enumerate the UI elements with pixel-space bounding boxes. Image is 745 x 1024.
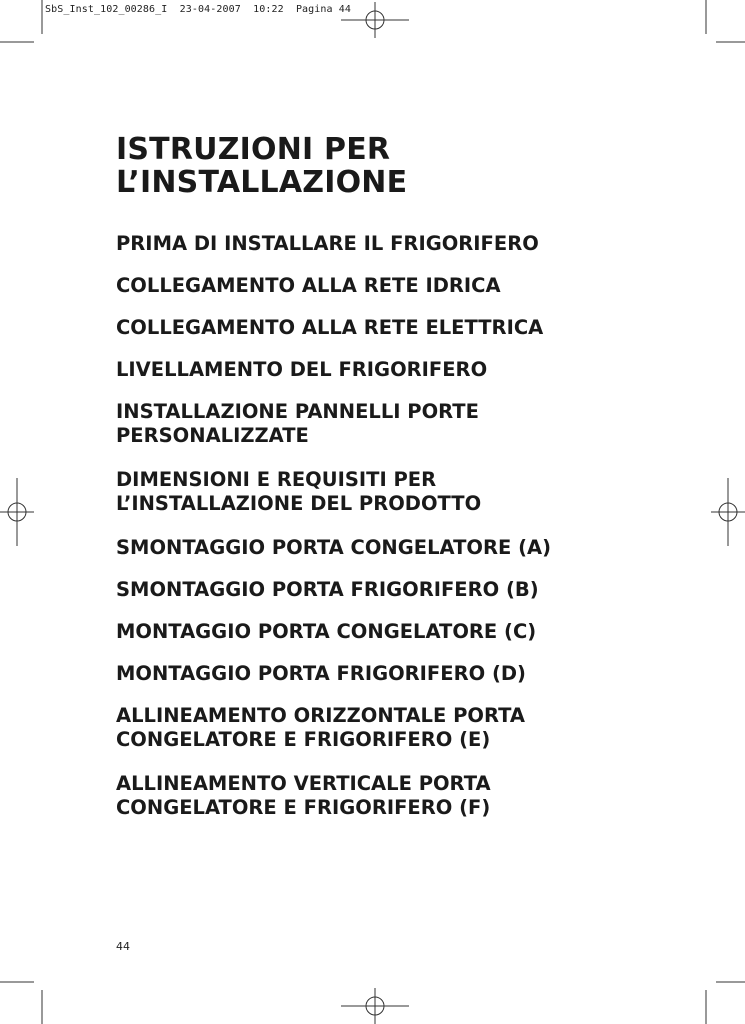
- page-title: [116, 133, 676, 199]
- toc-item: MONTAGGIO PORTA FRIGORIFERO (D): [116, 662, 526, 685]
- toc-item: MONTAGGIO PORTA CONGELATORE (C): [116, 620, 537, 643]
- toc-item: COLLEGAMENTO ALLA RETE ELETTRICA: [116, 316, 544, 339]
- toc-item: SMONTAGGIO PORTA FRIGORIFERO (B): [116, 578, 539, 601]
- registration-mark-left: [0, 478, 34, 546]
- toc-item: SMONTAGGIO PORTA CONGELATORE (A): [116, 536, 551, 559]
- registration-mark-bottom: [341, 988, 409, 1024]
- toc-item: COLLEGAMENTO ALLA RETE IDRICA: [116, 274, 501, 297]
- toc-item: ALLINEAMENTO ORIZZONTALE PORTA CONGELATORE E FRIGORIFERO (E): [116, 704, 525, 751]
- registration-mark-top: [341, 2, 409, 38]
- table-of-contents: [116, 232, 676, 820]
- toc-item: LIVELLAMENTO DEL FRIGORIFERO: [116, 358, 488, 381]
- registration-mark-right: [711, 478, 745, 546]
- page-title-line-1: ISTRUZIONI PER: [116, 132, 391, 167]
- toc-item: INSTALLAZIONE PANNELLI PORTE PERSONALIZZATE: [116, 400, 479, 447]
- toc-item: DIMENSIONI E REQUISITI PER L’INSTALLAZIONE DEL PRODOTTO: [116, 468, 482, 515]
- toc-item: PRIMA DI INSTALLARE IL FRIGORIFERO: [116, 232, 539, 255]
- page-number: 44: [116, 940, 130, 953]
- toc-item: ALLINEAMENTO VERTICALE PORTA CONGELATORE E FRIGORIFERO (F): [116, 772, 491, 819]
- print-slug: SbS_Inst_102_00286_I 23-04-2007 10:22 Pagina 44: [45, 4, 352, 15]
- page-title-line-2: L’INSTALLAZIONE: [116, 165, 408, 200]
